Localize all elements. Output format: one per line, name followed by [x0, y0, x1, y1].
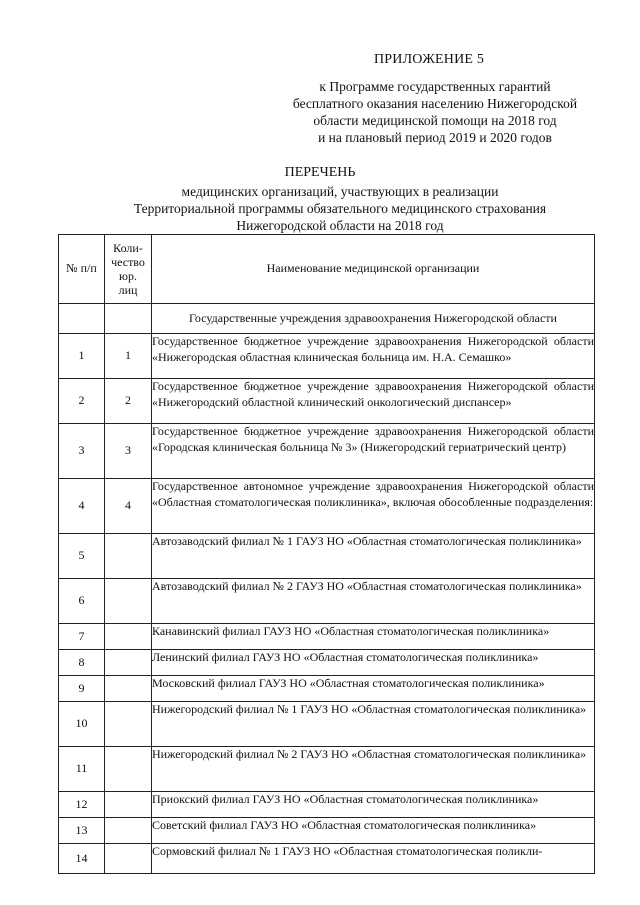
row-num: 13	[59, 818, 105, 844]
table-row	[59, 534, 595, 579]
row-count: 3	[105, 424, 152, 479]
table-row	[59, 479, 595, 534]
table-row	[59, 424, 595, 479]
row-count	[105, 534, 152, 579]
row-num: 5	[59, 534, 105, 579]
row-count	[105, 844, 152, 874]
row-num: 14	[59, 844, 105, 874]
row-org-name: Сормовский филиал № 1 ГАУЗ НО «Областная стоматологическая поликли-	[152, 844, 595, 874]
row-org-name: Государственное бюджетное учреждение здравоохранения Нижегородской области «Нижегородский областной клинический онкологический диспансер»	[152, 379, 595, 424]
appendix-subtitle-line: к Программе государственных гарантий	[319, 79, 551, 94]
row-count	[105, 747, 152, 792]
row-count	[105, 818, 152, 844]
row-num: 3	[59, 424, 105, 479]
table-row	[59, 579, 595, 624]
row-count: 1	[105, 334, 152, 379]
group-count-cell	[105, 304, 152, 334]
table-row	[59, 747, 595, 792]
row-num: 1	[59, 334, 105, 379]
row-org-name: Государственное бюджетное учреждение здравоохранения Нижегородской области «Нижегородская областная клиническая больница им. Н.А. Семашко»	[152, 334, 595, 379]
table-row	[59, 676, 595, 702]
row-count	[105, 792, 152, 818]
row-num: 6	[59, 579, 105, 624]
row-count	[105, 676, 152, 702]
group-num-cell	[59, 304, 105, 334]
row-count: 4	[105, 479, 152, 534]
header-count	[105, 235, 152, 304]
row-org-name: Канавинский филиал ГАУЗ НО «Областная стоматологическая поликлиника»	[152, 624, 595, 650]
list-subtitle-line: Территориальной программы обязательного медицинского страхования	[133, 201, 547, 216]
row-count: 2	[105, 379, 152, 424]
row-org-name: Приокский филиал ГАУЗ НО «Областная стоматологическая поликлиника»	[152, 792, 595, 818]
row-org-name: Автозаводский филиал № 1 ГАУЗ НО «Областная стоматологическая поликлиника»	[152, 534, 595, 579]
table-row	[59, 334, 595, 379]
row-org-name: Советский филиал ГАУЗ НО «Областная стоматологическая поликлиника»	[152, 818, 595, 844]
group-name-cell: Государственные учреждения здравоохранения Нижегородской области	[152, 304, 595, 334]
row-org-name: Ленинский филиал ГАУЗ НО «Областная стоматологическая поликлиника»	[152, 650, 595, 676]
table-row	[59, 650, 595, 676]
row-num: 7	[59, 624, 105, 650]
row-count	[105, 702, 152, 747]
table-row	[59, 702, 595, 747]
table-row	[59, 624, 595, 650]
list-subtitle	[70, 183, 610, 234]
list-title: ПЕРЕЧЕНЬ	[284, 165, 356, 180]
row-num: 9	[59, 676, 105, 702]
list-subtitle-line: медицинских организаций, участвующих в реализации	[181, 184, 499, 199]
appendix-subtitle-line: области медицинской помощи на 2018 год	[313, 113, 557, 128]
row-org-name: Нижегородский филиал № 2 ГАУЗ НО «Областная стоматологическая поликлиника»	[152, 747, 595, 792]
appendix-title: ПРИЛОЖЕНИЕ 5	[374, 52, 485, 67]
header-count-line: юр.	[119, 269, 137, 283]
row-count	[105, 579, 152, 624]
row-num: 12	[59, 792, 105, 818]
appendix-subtitle-line: и на плановый период 2019 и 2020 годов	[318, 130, 552, 145]
row-org-name: Нижегородский филиал № 1 ГАУЗ НО «Областная стоматологическая поликлиника»	[152, 702, 595, 747]
table-row	[59, 379, 595, 424]
table-header-row	[59, 235, 595, 304]
list-subtitle-line: Нижегородской области на 2018 год	[236, 218, 444, 233]
table-row	[59, 844, 595, 874]
table-group-row	[59, 304, 595, 334]
row-org-name: Московский филиал ГАУЗ НО «Областная стоматологическая поликлиника»	[152, 676, 595, 702]
row-num: 4	[59, 479, 105, 534]
organizations-table	[58, 234, 595, 874]
row-num: 10	[59, 702, 105, 747]
table-row	[59, 818, 595, 844]
row-count	[105, 624, 152, 650]
row-num: 11	[59, 747, 105, 792]
appendix-subtitle-line: бесплатного оказания населению Нижегородской	[292, 96, 578, 111]
header-count-line: чество	[111, 255, 145, 269]
row-num: 8	[59, 650, 105, 676]
appendix-subtitle	[262, 78, 608, 146]
row-org-name: Государственное бюджетное учреждение здравоохранения Нижегородской области «Городская клиническая больница № 3» (Нижегородский гериатрический центр)	[152, 424, 595, 479]
header-count-line: лиц	[118, 283, 138, 297]
row-num: 2	[59, 379, 105, 424]
header-count-line: Коли-	[113, 241, 143, 255]
row-org-name: Автозаводский филиал № 2 ГАУЗ НО «Областная стоматологическая поликлиника»	[152, 579, 595, 624]
header-num: № п/п	[59, 235, 105, 304]
row-count	[105, 650, 152, 676]
table-row	[59, 792, 595, 818]
row-org-name: Государственное автономное учреждение здравоохранения Нижегородской области «Областная стоматологическая поликлиника», включая обособленные подразделения:	[152, 479, 595, 534]
header-name: Наименование медицинской организации	[152, 235, 595, 304]
